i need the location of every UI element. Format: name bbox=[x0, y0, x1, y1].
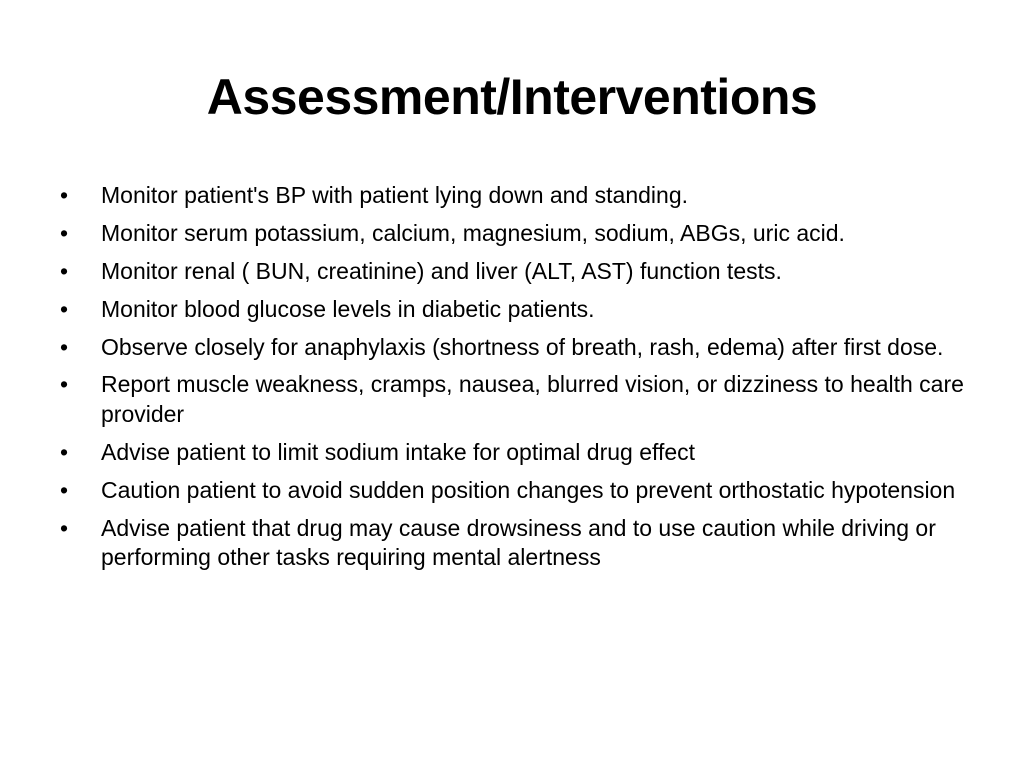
bullet-text: Advise patient that drug may cause drowsiness and to use caution while driving or performing other tasks requiring mental alertness bbox=[101, 514, 936, 571]
bullet-text: Observe closely for anaphylaxis (shortness of breath, rash, edema) after first dose. bbox=[101, 333, 944, 360]
bullet-marker: • bbox=[60, 219, 69, 246]
bullet-item bbox=[58, 181, 978, 211]
bullet-marker: • bbox=[60, 295, 69, 322]
bullet-text: Caution patient to avoid sudden position changes to prevent orthostatic hypotension bbox=[101, 476, 956, 503]
bullet-text: Report muscle weakness, cramps, nausea, blurred vision, or dizziness to health care provider bbox=[101, 371, 964, 427]
bullet-text: Monitor patient's BP with patient lying down and standing. bbox=[101, 182, 688, 208]
bullet-list bbox=[58, 181, 978, 581]
bullet-text: Monitor serum potassium, calcium, magnesium, sodium, ABGs, uric acid. bbox=[101, 219, 845, 246]
bullet-marker: • bbox=[60, 476, 69, 503]
bullet-marker: • bbox=[60, 182, 69, 208]
bullet-item bbox=[58, 514, 978, 573]
bullet-marker: • bbox=[60, 438, 69, 465]
bullet-text: Monitor renal ( BUN, creatinine) and liver (ALT, AST) function tests. bbox=[101, 257, 782, 284]
bullet-item bbox=[58, 476, 978, 506]
bullet-text: Monitor blood glucose levels in diabetic patients. bbox=[101, 295, 595, 322]
bullet-item bbox=[58, 370, 978, 429]
bullet-marker: • bbox=[60, 514, 69, 541]
bullet-item bbox=[58, 333, 978, 363]
bullet-item bbox=[58, 438, 978, 468]
bullet-item bbox=[58, 257, 978, 287]
bullet-item bbox=[58, 295, 978, 325]
bullet-item bbox=[58, 219, 978, 249]
bullet-marker: • bbox=[60, 257, 69, 284]
bullet-marker: • bbox=[60, 371, 69, 398]
bullet-marker: • bbox=[60, 333, 69, 360]
slide-title: Assessment/Interventions bbox=[206, 69, 818, 125]
bullet-text: Advise patient to limit sodium intake for optimal drug effect bbox=[101, 438, 696, 465]
